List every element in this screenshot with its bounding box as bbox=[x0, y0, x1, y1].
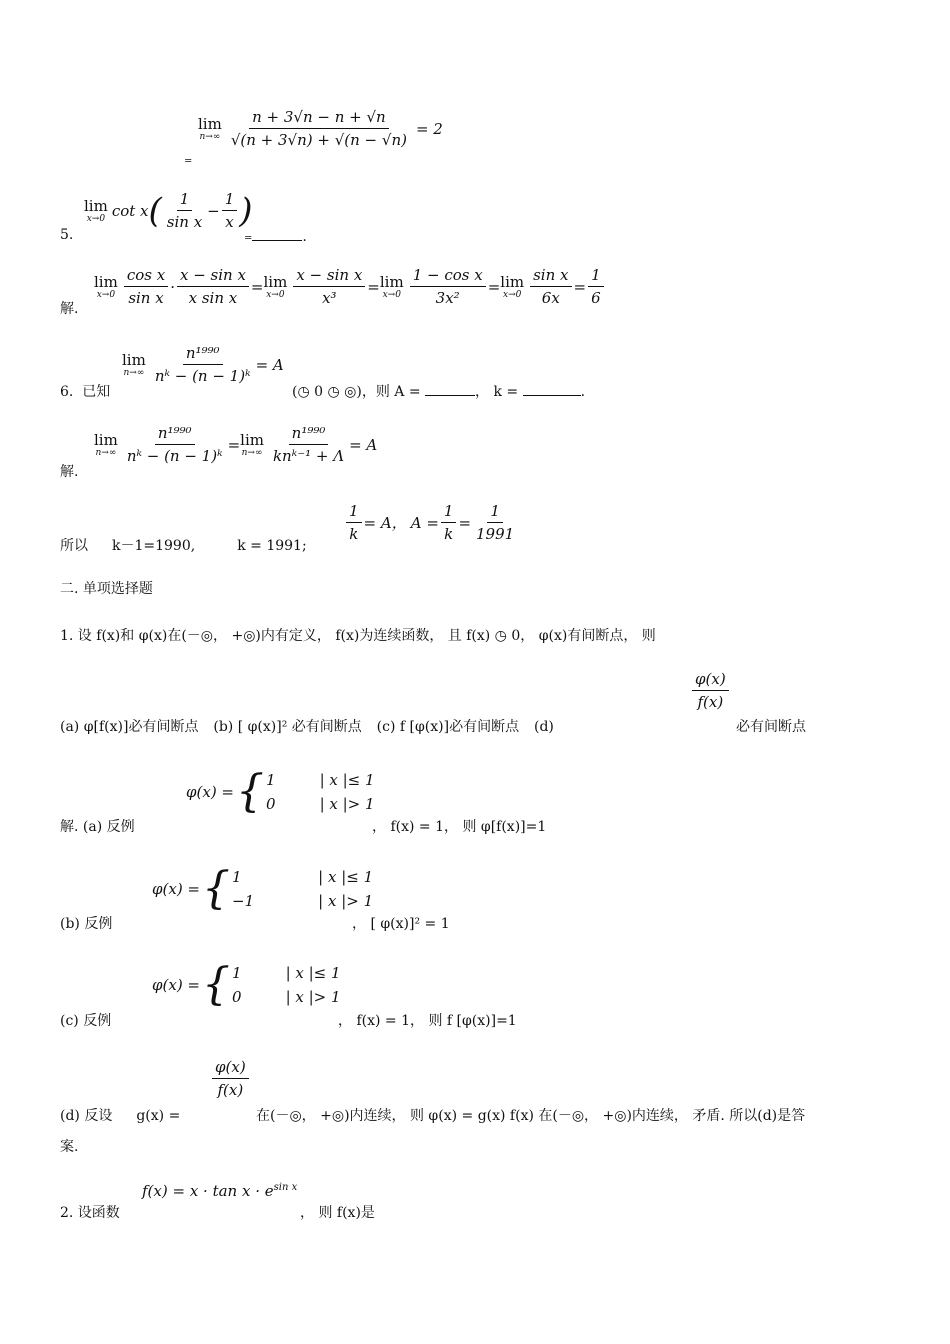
sol1-d-fraction bbox=[210, 1058, 251, 1099]
frac-den: f(x) bbox=[697, 693, 724, 711]
frac-num: cos x bbox=[124, 266, 168, 287]
equals: = bbox=[573, 277, 587, 296]
q5-expression bbox=[84, 190, 253, 231]
result: = 2 bbox=[415, 119, 443, 138]
case-value: 0 bbox=[266, 795, 276, 813]
frac-num: sin x bbox=[530, 266, 571, 287]
lim-sub: n→∞ bbox=[95, 447, 117, 458]
so-text: 所以 k－1=1990, k = 1991; bbox=[60, 538, 307, 554]
dot: · bbox=[170, 277, 175, 296]
phi-lhs: φ(x) = bbox=[152, 880, 201, 898]
eq-a: = A， bbox=[363, 514, 407, 532]
sol1-b-piecewise bbox=[152, 863, 374, 914]
case-cond: | x |≤ 1 bbox=[318, 868, 374, 886]
result: = A bbox=[349, 435, 378, 454]
right-paren: ) bbox=[239, 190, 253, 231]
lim-sub: x→0 bbox=[96, 289, 116, 300]
sol1-d-tail: 在(－◎， +◎)内连续， 则 φ(x) = g(x) f(x) 在(－◎， +◎)内连续， 矛盾. 所以(d)是答 bbox=[256, 1108, 806, 1124]
so-expression bbox=[344, 502, 519, 543]
frac-den: x sin x bbox=[188, 289, 238, 307]
case-value: 1 bbox=[232, 868, 242, 886]
case-cond: | x |≤ 1 bbox=[285, 964, 341, 982]
left-paren: ( bbox=[148, 190, 162, 231]
case-cond: | x |> 1 bbox=[319, 795, 375, 813]
phi-lhs: φ(x) = bbox=[152, 976, 201, 994]
result: = A bbox=[255, 355, 284, 374]
left-brace: { bbox=[202, 863, 231, 914]
lim-word: lim bbox=[94, 272, 118, 291]
minus-sign: − bbox=[207, 201, 220, 220]
lim-word: lim bbox=[122, 350, 146, 369]
sol1-b-label: (b) 反例 bbox=[60, 916, 113, 932]
case-value: 1 bbox=[266, 771, 276, 789]
frac-num: φ(x) bbox=[212, 1058, 249, 1079]
a-eq: A = bbox=[410, 513, 439, 532]
equals: = bbox=[227, 435, 241, 454]
lim-word: lim bbox=[263, 272, 288, 291]
q6-expression bbox=[122, 344, 284, 385]
frac-num: x − sin x bbox=[177, 266, 249, 287]
option-d-fraction bbox=[690, 670, 731, 711]
frac-num: 1 bbox=[346, 502, 362, 523]
lim-word: lim bbox=[379, 272, 404, 291]
frac-den: 3x² bbox=[435, 289, 460, 307]
numerator: n + 3√n − n + √n bbox=[249, 108, 389, 129]
frac-den: sin x bbox=[128, 289, 164, 307]
case-value: 0 bbox=[232, 988, 242, 1006]
equals: = bbox=[458, 513, 472, 532]
option-d-tail: 必有间断点 bbox=[736, 719, 806, 735]
frac-den: nᵏ − (n − 1)ᵏ bbox=[126, 447, 223, 465]
frac-num: 1 − cos x bbox=[410, 266, 486, 287]
option-c: (c) f [φ(x)]必有间断点 bbox=[376, 719, 520, 735]
frac-den: 6x bbox=[541, 289, 560, 307]
sol1-b-tail: ， [ φ(x)]² = 1 bbox=[352, 916, 450, 932]
cot-term: cot x bbox=[111, 201, 149, 220]
sol1-c-tail: ， f(x) = 1， 则 f [φ(x)]=1 bbox=[338, 1013, 517, 1029]
frac-den: sin x bbox=[166, 213, 203, 231]
q1-options bbox=[60, 716, 554, 736]
sol5-expression bbox=[94, 266, 606, 307]
case-cond: | x |≤ 1 bbox=[319, 771, 375, 789]
frac-num: 1 bbox=[177, 190, 193, 211]
frac-den: nᵏ − (n − 1)ᵏ bbox=[154, 367, 251, 385]
q2-formula: $f(x) = x \cdot \tan x \cdot e^{sin x}$ bbox=[142, 1182, 298, 1200]
q6-number: 6. 已知 bbox=[60, 384, 111, 400]
q6-condition: (◷ 0 ◷ ◎)，则 A = ， k = . bbox=[292, 384, 586, 400]
case-cond: | x |> 1 bbox=[318, 892, 374, 910]
equals: = bbox=[367, 277, 380, 296]
lim-word: lim bbox=[198, 114, 222, 133]
lim-word: lim bbox=[84, 196, 108, 215]
q1-text: 1. 设 f(x)和 φ(x)在(－◎， +◎)内有定义， f(x)为连续函数， 且 f(x) ◷ 0， φ(x)有间断点， 则 bbox=[60, 628, 656, 644]
section-title: 二. 单项选择题 bbox=[60, 581, 153, 597]
sol6-label: 解. bbox=[60, 464, 79, 480]
frac-num: n¹⁹⁹⁰ bbox=[155, 424, 195, 445]
lead-equals: = bbox=[184, 156, 193, 167]
lim-sub: n→∞ bbox=[241, 447, 263, 458]
q5-answer-blank: = . bbox=[244, 229, 307, 245]
lim-word: lim bbox=[500, 272, 525, 291]
sol1-a-label: 解. (a) 反例 bbox=[60, 819, 135, 835]
denominator: √(n + 3√n) + √(n − √n) bbox=[230, 131, 407, 149]
lim-sub: n→∞ bbox=[199, 131, 221, 142]
lim-sub: x→0 bbox=[382, 289, 401, 300]
frac-den: k bbox=[444, 525, 454, 543]
frac-num: 1 bbox=[441, 502, 457, 523]
sol1-a-piecewise bbox=[186, 766, 375, 817]
option-d: (d) bbox=[533, 719, 554, 735]
frac-den: f(x) bbox=[217, 1081, 244, 1099]
left-brace: { bbox=[236, 766, 265, 817]
frac-num: 1 bbox=[222, 190, 238, 211]
q5-number: 5. bbox=[60, 227, 74, 243]
equals: = bbox=[487, 277, 501, 296]
sol1-a-tail: ， f(x) = 1， 则 φ[f(x)]=1 bbox=[372, 819, 547, 835]
option-b: (b) [ φ(x)]² 必有间断点 bbox=[213, 719, 362, 735]
frac-den: knᵏ⁻¹ + Λ bbox=[272, 447, 345, 465]
left-brace: { bbox=[202, 959, 231, 1010]
lim-word: lim bbox=[94, 430, 118, 449]
frac-num: 1 bbox=[487, 502, 503, 523]
case-cond: | x |> 1 bbox=[285, 988, 341, 1006]
sol1-d-label: (d) 反设 g(x) = bbox=[60, 1108, 181, 1124]
lim-sub: x→0 bbox=[86, 213, 106, 224]
limit-equation-top bbox=[198, 108, 443, 149]
sol1-c-label: (c) 反例 bbox=[60, 1013, 112, 1029]
q2-tail: ， 则 f(x)是 bbox=[300, 1205, 375, 1221]
frac-den: 1991 bbox=[476, 525, 515, 543]
q2-number: 2. 设函数 bbox=[60, 1205, 120, 1221]
frac-den: x³ bbox=[322, 289, 337, 307]
case-value: 1 bbox=[232, 964, 242, 982]
frac-den: 6 bbox=[591, 289, 601, 307]
sol5-label: 解. bbox=[60, 301, 79, 317]
frac-num: n¹⁹⁹⁰ bbox=[183, 344, 223, 365]
sol6-expression bbox=[94, 424, 377, 465]
case-value: −1 bbox=[232, 892, 255, 910]
frac-num: n¹⁹⁹⁰ bbox=[289, 424, 329, 445]
lim-word: lim bbox=[240, 430, 264, 449]
equals: = bbox=[250, 277, 264, 296]
frac-num: 1 bbox=[588, 266, 604, 287]
lim-sub: n→∞ bbox=[123, 367, 145, 378]
option-a: (a) φ[f(x)]必有间断点 bbox=[60, 719, 199, 735]
phi-lhs: φ(x) = bbox=[186, 783, 235, 801]
frac-num: x − sin x bbox=[293, 266, 365, 287]
lim-sub: x→0 bbox=[266, 289, 285, 300]
frac-num: φ(x) bbox=[692, 670, 729, 691]
lim-sub: x→0 bbox=[503, 289, 522, 300]
frac-den: k bbox=[349, 525, 359, 543]
sol1-d-tail2: 案. bbox=[60, 1139, 79, 1155]
sol1-c-piecewise bbox=[152, 959, 341, 1010]
frac-den: x bbox=[225, 213, 234, 231]
